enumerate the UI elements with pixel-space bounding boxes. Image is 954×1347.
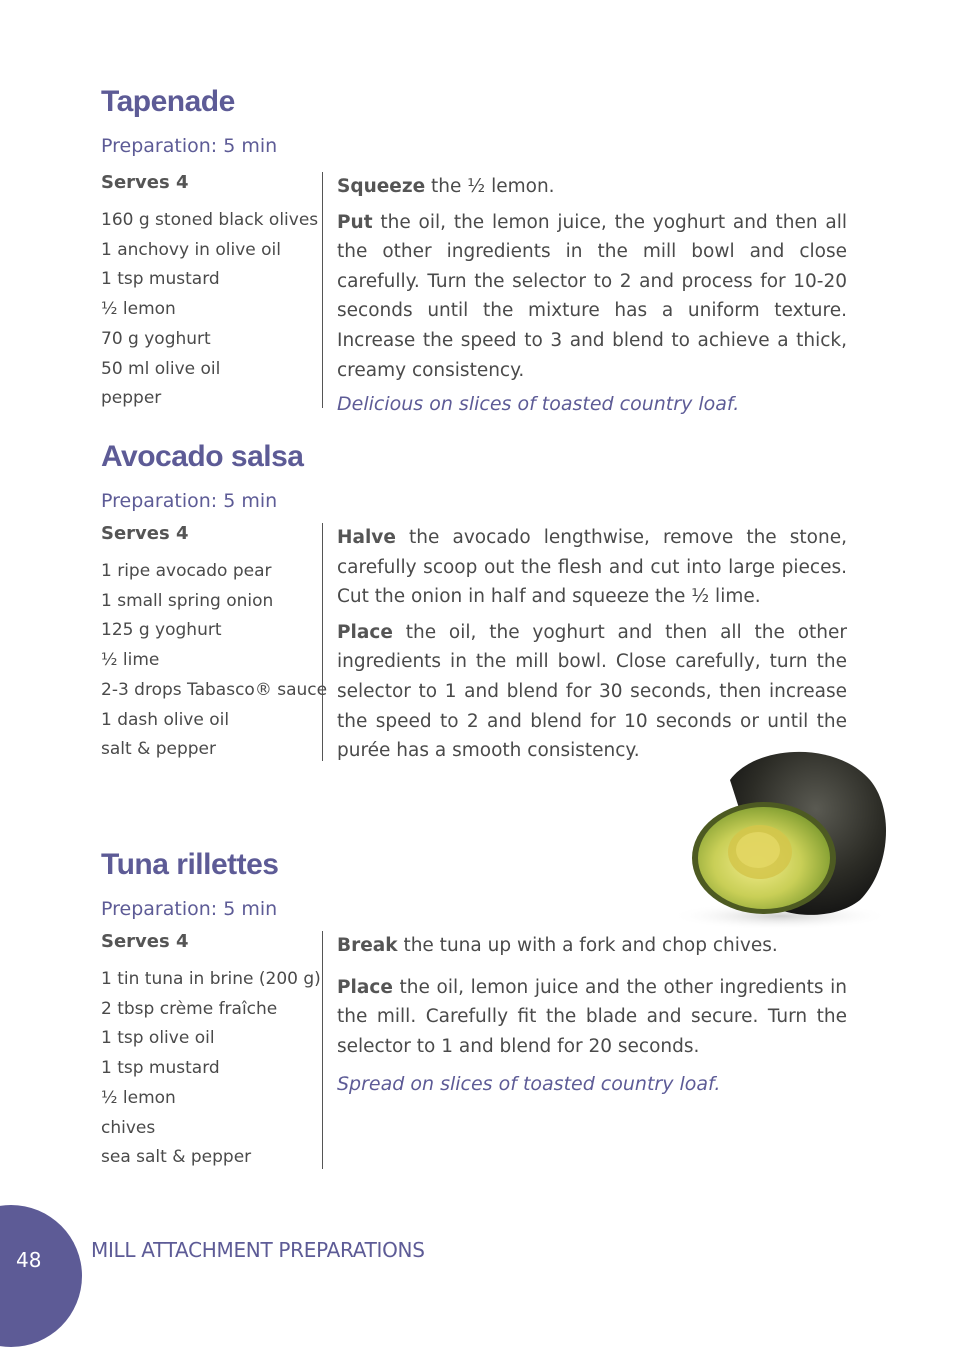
recipe-body [101, 931, 861, 1169]
step-text: the tuna up with a fork and chop chives. [397, 935, 778, 956]
ingredient-item: ½ lemon [101, 299, 176, 320]
step-verb: Put [337, 211, 373, 233]
ingredient-item: 70 g yoghurt [101, 328, 211, 349]
recipe-title: Tuna rillettes [101, 848, 279, 881]
ingredient-item: 1 anchovy in olive oil [101, 239, 281, 260]
section-title: MILL ATTACHMENT PREPARATIONS [91, 1238, 425, 1262]
step-text: the oil, lemon juice and the other ingredients in the mill. Carefully fit the blade and secure. Turn the selector to 1 and blend for 20 seconds. [337, 976, 847, 1057]
ingredients-column [101, 172, 323, 408]
serves-label: Serves 4 [101, 172, 189, 193]
method-column [323, 523, 847, 772]
ingredient-item: 160 g stoned black olives [101, 210, 319, 230]
ingredients-column [101, 523, 328, 761]
recipe-title: Tapenade [101, 85, 235, 118]
ingredient-item: 1 tsp mustard [101, 1058, 220, 1079]
recipe-avocado-salsa [101, 439, 861, 772]
serves-label: Serves 4 [101, 523, 189, 544]
ingredient-item: 1 small spring onion [101, 590, 274, 611]
preparation-time: Preparation: 5 min [101, 490, 278, 512]
ingredient-item: 1 tsp olive oil [101, 1028, 215, 1049]
ingredient-item: ½ lemon [101, 1087, 176, 1108]
method-step [337, 208, 847, 386]
method-step [337, 523, 847, 612]
recipe-tuna-rillettes [101, 847, 861, 1169]
recipe-title: Avocado salsa [101, 440, 304, 473]
recipe-body [101, 172, 861, 417]
step-verb: Place [337, 976, 393, 998]
step-verb: Squeeze [337, 176, 426, 197]
ingredient-item: 125 g yoghurt [101, 620, 222, 641]
ingredient-item: 2 tbsp crème fraîche [101, 998, 278, 1019]
preparation-time: Preparation: 5 min [101, 898, 278, 920]
ingredient-item: 2-3 drops Tabasco® sauce [101, 679, 328, 700]
method-step [337, 973, 847, 1062]
preparation-time: Preparation: 5 min [101, 135, 278, 157]
method-column [323, 931, 847, 1169]
method-step [337, 172, 847, 202]
ingredient-item: ½ lime [101, 650, 160, 671]
step-verb: Place [337, 621, 393, 643]
step-text: the avocado lengthwise, remove the stone, carefully scoop out the flesh and cut into large pieces. Cut the onion in half and squeeze the ½ lime. [337, 527, 847, 608]
step-text: the ½ lemon. [425, 176, 555, 197]
ingredient-item: pepper [101, 388, 162, 409]
ingredient-item: 1 ripe avocado pear [101, 561, 272, 581]
method-step [337, 931, 847, 961]
ingredient-item: 1 dash olive oil [101, 709, 230, 730]
serving-tip: Delicious on slices of toasted country loaf. [337, 393, 740, 416]
page-number: 48 [16, 1248, 42, 1272]
ingredient-item: chives [101, 1117, 156, 1138]
step-text: the oil, the yoghurt and then all the other ingredients in the mill bowl. Close carefully, turn the selector to 1 and blend for 30 seconds, then increase the speed to 2 and blend for 10 seconds or until the purée has a smooth consistency. [337, 621, 847, 762]
method-column [323, 172, 847, 417]
ingredients-column [101, 931, 323, 1169]
step-verb: Halve [337, 527, 396, 548]
serving-tip: Spread on slices of toasted country loaf. [337, 1073, 721, 1096]
ingredient-item: salt & pepper [101, 739, 217, 760]
ingredient-item: sea salt & pepper [101, 1147, 252, 1168]
ingredient-item: 1 tin tuna in brine (200 g) [101, 969, 321, 989]
serves-label: Serves 4 [101, 931, 189, 952]
step-verb: Break [337, 935, 398, 956]
step-text: the oil, the lemon juice, the yoghurt and then all the other ingredients in the mill bowl and close carefully. Turn the selector to 2 and process for 10-20 seconds until the mixture has a uniform texture. Increase the speed to 3 and blend to achieve a thick, creamy consistency. [337, 211, 847, 381]
recipe-tapenade [101, 84, 861, 417]
page-number-tab [0, 1205, 82, 1347]
ingredient-item: 1 tsp mustard [101, 269, 220, 290]
ingredient-item: 50 ml olive oil [101, 358, 221, 379]
recipe-body [101, 523, 861, 772]
